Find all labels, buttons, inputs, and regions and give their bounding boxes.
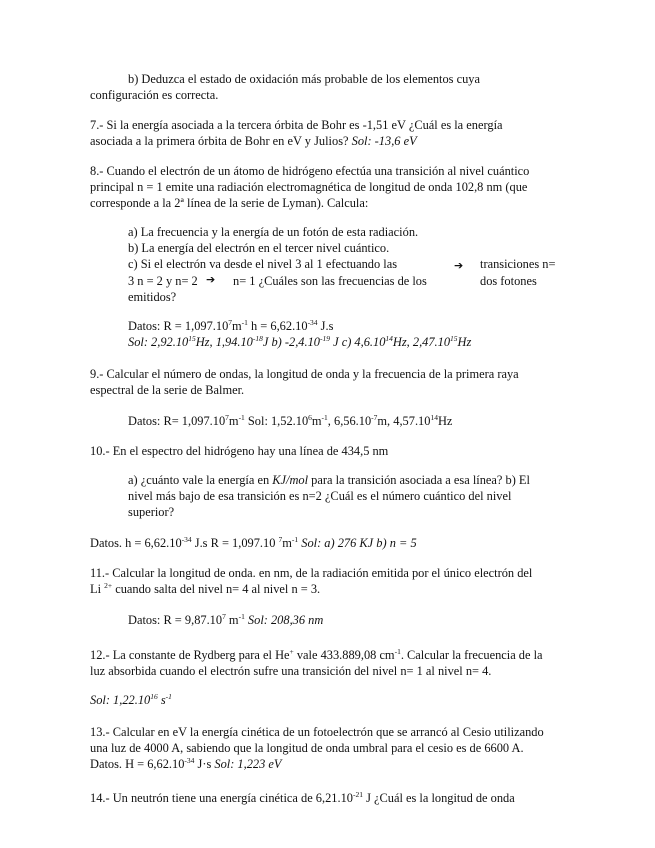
q10-datos: Datos. $h = 6,62.10^{-34}$ J.s R = 1,097.10 $^7m^{-1}$ Sol: a) 276 KJ b) n = 5 (90, 535, 417, 550)
arrow-right-icon: ➔ (206, 273, 216, 286)
q13-line-1: 13.- Calcular en eV la energía cinética de un fotoelectrón que se arrancó al Cesio utilizando (90, 725, 544, 739)
q8-item-c-right-2: dos fotones (480, 274, 537, 288)
q8-item-c-line-2b: n= 1 ¿Cuáles son las frecuencias de los (233, 274, 427, 288)
arrow-right-icon: ➔ (454, 259, 464, 272)
q8-item-c-line-2a: 3 n = 2 y n= 2 (128, 274, 198, 288)
item-b-line-1: b) Deduzca el estado de oxidación más probable de los elementos cuya (128, 72, 480, 86)
q7-solution: Sol: -13,6 eV (351, 134, 417, 148)
q10-item-line-2: nivel más bajo de esa transición es n=2 ¿Cuál es el número cuántico del nivel (128, 489, 512, 503)
q8-line-2: principal n = 1 emite una radiación electromagnética de longitud de onda 102,8 nm (que (90, 180, 528, 194)
q13-line-2: una luz de 4000 A, sabiendo que la longitud de onda umbral para el cesio es de 6600 A. (90, 741, 524, 755)
q11-solution: Sol: 208,36 nm (244, 613, 324, 627)
q13-solution: Sol: 1,223 eV (214, 757, 282, 771)
q8-datos: Datos: $R = 1,097.10^7m^{-1}$ $h = 6,62.10^{-34}$ J.s (128, 318, 334, 333)
q12-solution: Sol: 1,22.10$^{16}$ $s^{-1}$ (90, 692, 172, 707)
q8-line-1: 8.- Cuando el electrón de un átomo de hidrógeno efectúa una transición al nivel cuántico (90, 164, 530, 178)
q11-line-2: Li $^{2+}$ cuando salta del nivel n= 4 al nivel n = 3. (90, 581, 321, 596)
item-b-line-2: configuración es correcta. (90, 88, 219, 102)
q14-line-1: 14.- Un neutrón tiene una energía cinética de $6,21.10^{-21}$ J ¿Cuál es la longitud de onda (90, 790, 515, 805)
q10-solution: Sol: a) 276 KJ b) n = 5 (298, 536, 417, 550)
q9-line-2: espectral de la serie de Balmer. (90, 383, 245, 397)
q12-line-2: luz absorbida cuando el electrón sufre una transición del nivel n= 1 al nivel n= 4. (90, 664, 492, 678)
q8-solution: Sol: 2,92.10$^{15}$Hz, $1,94.10^{-18}J$ b) $-2,4.10^{-19}$ J c) 4,6.10$^{14}$Hz, 2,47.10$^{15}$Hz (128, 334, 472, 349)
q8-item-a: a) La frecuencia y la energía de un fotón de esta radiación. (128, 225, 419, 239)
q9-datos: Datos: $R= 1,097.10^7m^{-1}$ Sol: $1,52.10^6m^{-1}$, $6,56.10^{-7}m$, 4,57.10$^{14}$Hz (128, 413, 453, 428)
q7-line-1: 7.- Si la energía asociada a la tercera órbita de Bohr es -1,51 eV ¿Cuál es la energía (90, 118, 503, 132)
q8-item-c-right-1: transiciones n= (480, 257, 556, 271)
q13-line-3: Datos. $H = 6,62.10^{-34}$ J·s Sol: 1,223 eV (90, 756, 282, 771)
q7-text: asociada a la primera órbita de Bohr en eV y Julios? (90, 134, 349, 148)
q10-line-1: 10.- En el espectro del hidrógeno hay una línea de 434,5 nm (90, 444, 389, 458)
q8-line-3: corresponde a la 2ª línea de la serie de Lyman). Calcula: (90, 196, 369, 210)
q8-item-c-line-3: emitidos? (128, 290, 177, 304)
q11-line-1: 11.- Calcular la longitud de onda. en nm, de la radiación emitida por el único electrón del (90, 566, 533, 580)
q11-datos: Datos: $R = 9,87.10^7$ $m^{-1}$ Sol: 208,36 nm (128, 612, 324, 627)
q8-item-c-line-1: c) Si el electrón va desde el nivel 3 al 1 efectuando las (128, 257, 398, 271)
q10-item-line-3: superior? (128, 505, 175, 519)
q12-line-1: 12.- La constante de Rydberg para el He+ vale 433.889,08 $cm^{-1}$. Calcular la frecuencia de la (90, 647, 543, 662)
q8-item-b: b) La energía del electrón en el tercer nivel cuántico. (128, 241, 390, 255)
q9-line-1: 9.- Calcular el número de ondas, la longitud de onda y la frecuencia de la primera raya (90, 367, 519, 381)
q10-item-line-1: a) ¿cuánto vale la energía en KJ/mol para la transición asociada a esa línea? b) El (128, 473, 530, 487)
q7-line-2 (90, 133, 562, 149)
